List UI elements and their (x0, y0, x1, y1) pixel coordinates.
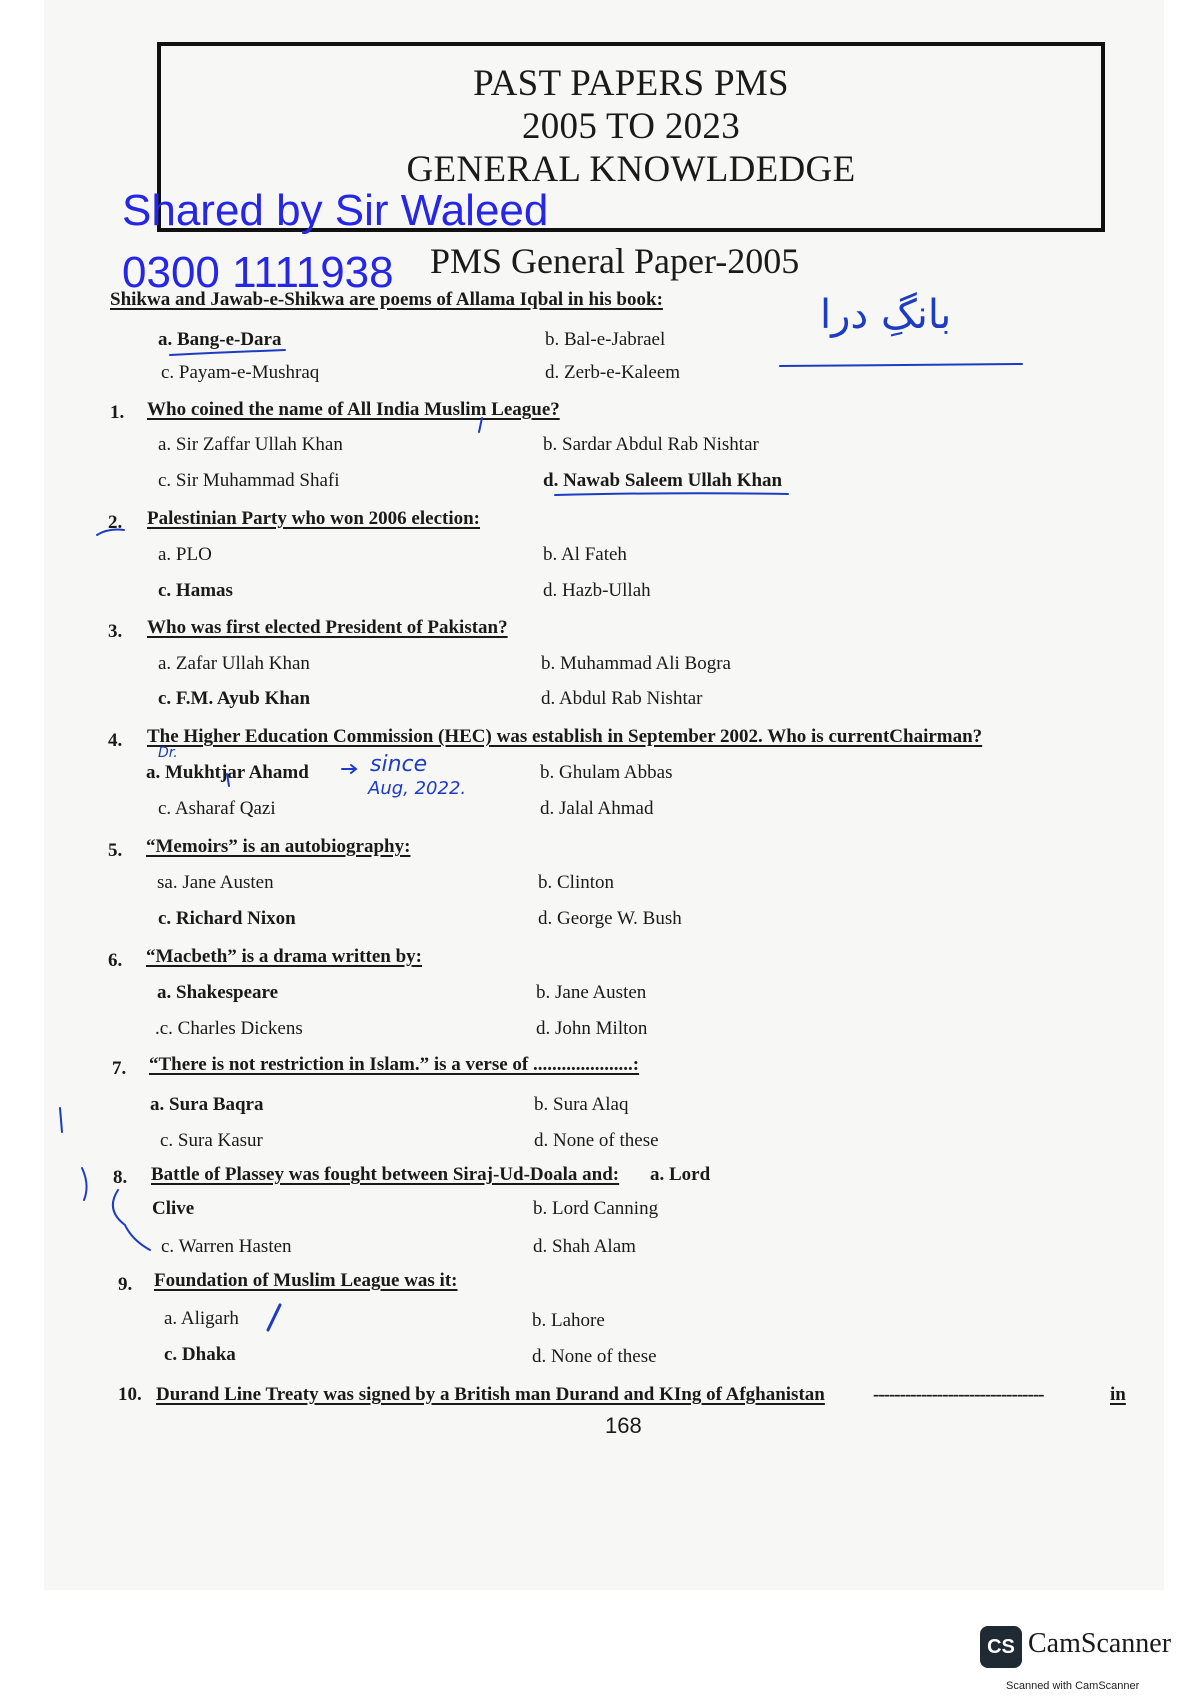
header-title: PAST PAPERS PMS (473, 63, 789, 104)
camscanner-logo: CS (980, 1626, 1022, 1668)
question-number: 4. (108, 730, 123, 751)
option-a: a. Aligarh (164, 1308, 239, 1329)
option-b: b. Jane Austen (536, 982, 647, 1003)
option-c: c. Payam-e-Mushraq (161, 362, 320, 383)
question-text: Durand Line Treaty was signed by a British man Durand and KIng of Afghanistan (156, 1384, 825, 1405)
option-c: c. Hamas (158, 580, 233, 601)
page-number: 168 (605, 1413, 642, 1438)
question-text: Who coined the name of All India Muslim League? (147, 399, 560, 420)
option-d: d. Nawab Saleem Ullah Khan (543, 470, 783, 491)
option-d: d. None of these (532, 1346, 657, 1367)
option-a: Clive (152, 1198, 195, 1219)
scribble-mark (82, 1168, 150, 1250)
option-a-label: a. Lord (650, 1164, 711, 1185)
option-c: c. Sir Muhammad Shafi (158, 470, 340, 491)
option-c: c. Richard Nixon (158, 908, 296, 929)
option-a: a. Sir Zaffar Ullah Khan (158, 434, 343, 455)
underline-mark (780, 364, 1022, 366)
question-number: 8. (113, 1167, 128, 1188)
blank-dashes: -------------------------------- (873, 1384, 1044, 1405)
header-years: 2005 TO 2023 (521, 106, 741, 147)
question-text: Who was first elected President of Pakistan? (147, 617, 508, 638)
option-d: d. Zerb-e-Kaleem (545, 362, 681, 383)
phone-watermark: 0300 1111938 (122, 248, 394, 297)
question-text: “Macbeth” is a drama written by: (146, 946, 422, 967)
header-subject: GENERAL KNOWLDEDGE (406, 149, 856, 190)
camscanner-brand: CamScanner (1028, 1628, 1172, 1659)
option-d: d. Abdul Rab Nishtar (541, 688, 703, 709)
option-b: b. Bal-e-Jabrael (545, 329, 666, 350)
option-a: sa. Jane Austen (157, 872, 274, 893)
option-a: a. Sura Baqra (150, 1094, 264, 1115)
option-b: b. Al Fateh (543, 544, 627, 565)
option-c: c. Dhaka (164, 1344, 236, 1365)
option-b: b. Lord Canning (533, 1198, 659, 1219)
scribble-mark (60, 1108, 62, 1132)
tick-mark (227, 774, 229, 786)
question-number: 1. (110, 402, 125, 423)
question-number: 7. (112, 1058, 127, 1079)
option-b: b. Sardar Abdul Rab Nishtar (543, 434, 759, 455)
option-a: a. PLO (158, 544, 212, 565)
question-number: 10. (118, 1384, 142, 1405)
option-a: a. Mukhtjar Ahamd (146, 762, 309, 783)
tick-mark (479, 418, 482, 432)
option-d: d. George W. Bush (538, 908, 682, 929)
option-a: a. Shakespeare (157, 982, 279, 1003)
question-text-tail: in (1110, 1384, 1126, 1405)
question-number: 5. (108, 840, 123, 861)
handwritten-since-date: Aug, 2022. (368, 778, 467, 799)
question-text: “Memoirs” is an autobiography: (146, 836, 411, 857)
option-c: c. Warren Hasten (161, 1236, 292, 1257)
handwritten-since: since (370, 752, 428, 777)
question-text: Palestinian Party who won 2006 election: (147, 508, 481, 529)
option-b: b. Sura Alaq (534, 1094, 629, 1115)
option-d: d. Hazb-Ullah (543, 580, 651, 601)
option-b: b. Ghulam Abbas (540, 762, 673, 783)
option-c: c. Sura Kasur (160, 1130, 263, 1151)
question-number: 9. (118, 1274, 133, 1295)
question-text: Battle of Plassey was fought between Siraj-Ud-Doala and: (151, 1164, 620, 1185)
question-text: Foundation of Muslim League was it: (154, 1270, 458, 1291)
question-number: 2. (108, 512, 123, 533)
option-c: c. F.M. Ayub Khan (158, 688, 311, 709)
option-d: d. None of these (534, 1130, 659, 1151)
question-text: “There is not restriction in Islam.” is a verse of .....................: (149, 1054, 640, 1075)
shared-by-watermark: Shared by Sir Waleed (122, 186, 549, 235)
option-b: b. Clinton (538, 872, 615, 893)
option-a: a. Bang-e-Dara (158, 329, 282, 350)
handwritten-urdu-note: بانگِ درا (820, 292, 952, 338)
scribble-mark (97, 530, 124, 535)
option-d: d. Jalal Ahmad (540, 798, 654, 819)
question-number: 3. (108, 621, 123, 642)
option-a: a. Zafar Ullah Khan (158, 653, 310, 674)
option-b: b. Lahore (532, 1310, 605, 1331)
arrow-mark (342, 765, 356, 773)
option-c: .c. Charles Dickens (155, 1018, 303, 1039)
question-text: Shikwa and Jawab-e-Shikwa are poems of Allama Iqbal in his book: (110, 289, 663, 310)
option-d: d. Shah Alam (533, 1236, 636, 1257)
question-text: The Higher Education Commission (HEC) was establish in September 2002. Who is currentChairman? (147, 726, 983, 747)
paper-title: PMS General Paper-2005 (430, 241, 800, 281)
option-c: c. Asharaf Qazi (158, 798, 276, 819)
option-d: d. John Milton (536, 1018, 648, 1039)
underline-mark (555, 493, 788, 495)
question-number: 6. (108, 950, 123, 971)
tick-mark (268, 1305, 280, 1330)
underline-mark (170, 350, 285, 355)
camscanner-footer: Scanned with CamScanner (1006, 1680, 1140, 1692)
handwritten-dr: Dr. (158, 745, 178, 761)
option-b: b. Muhammad Ali Bogra (541, 653, 731, 674)
